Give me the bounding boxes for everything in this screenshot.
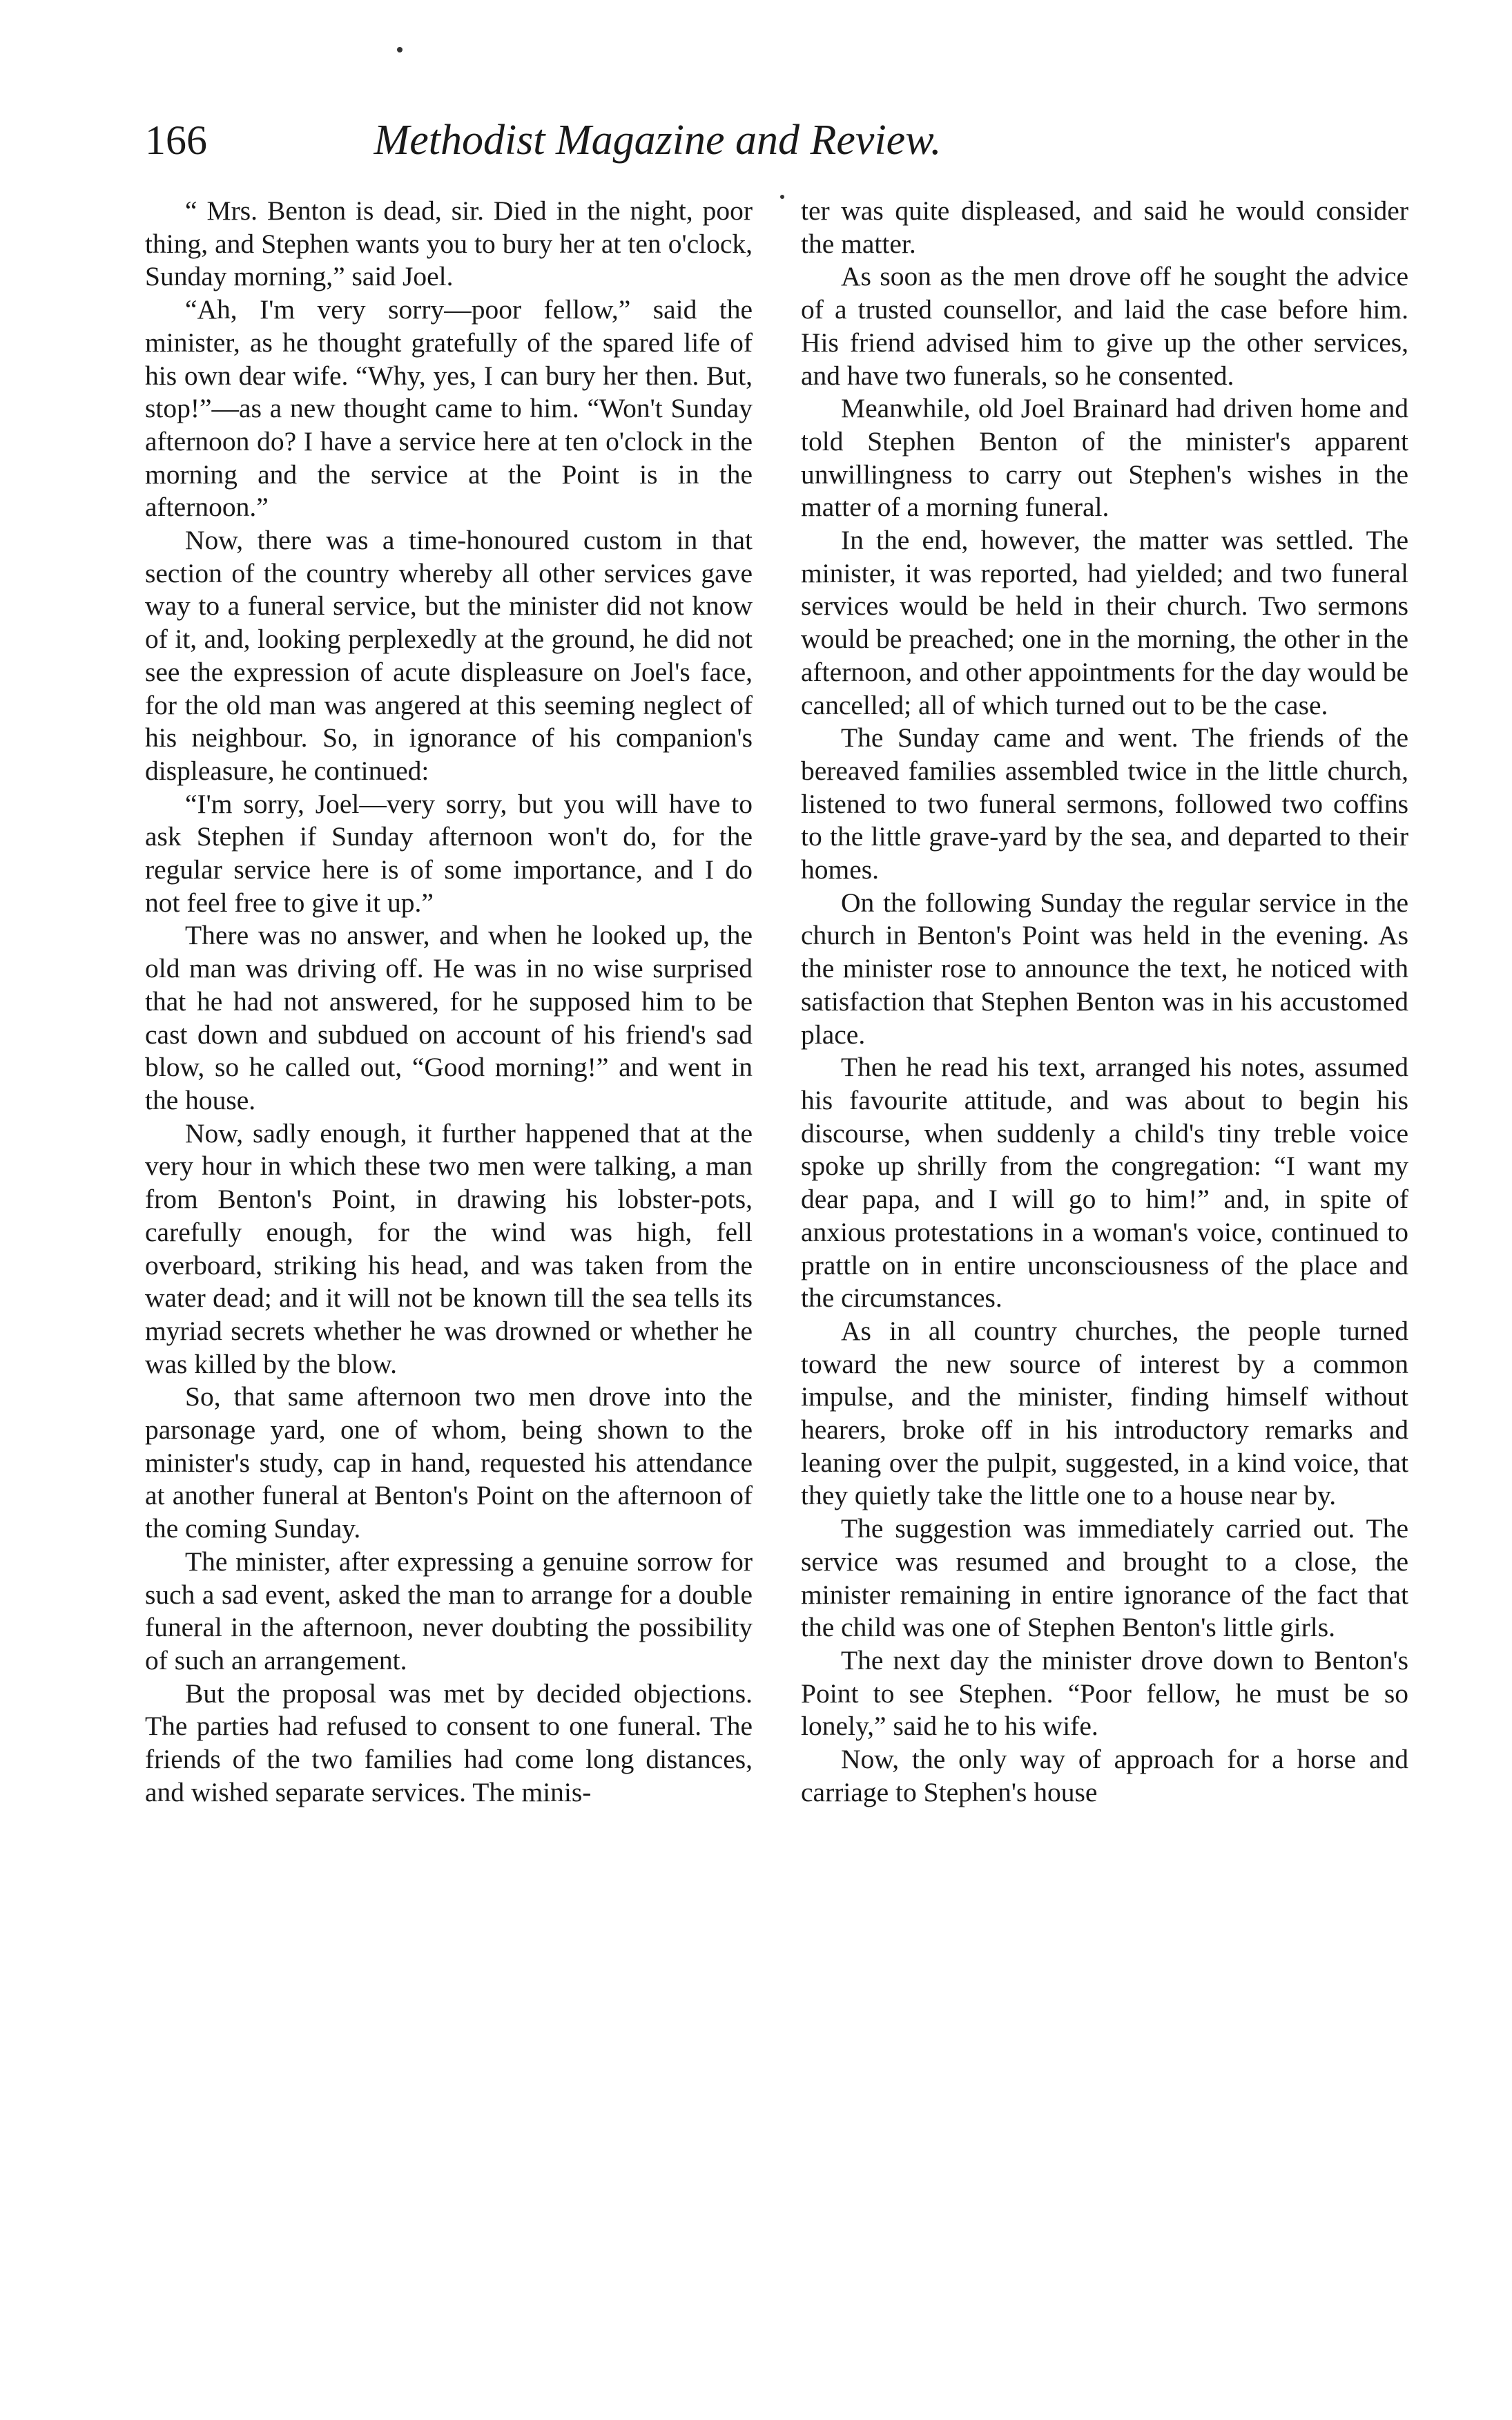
paragraph: Meanwhile, old Joel Brainard had driven home and told Stephen Benton of the minister's apparent unwillingness to carry out Stephen's wishes in the matter of a morning funeral. (801, 393, 1408, 523)
paragraph: The suggestion was immediately carried out. The service was resumed and brought to a close, the minister remaining in entire ignorance of the fact that the child was one of Stephen Benton's little girls. (801, 1513, 1408, 1643)
paragraph: The Sunday came and went. The friends of the bereaved families assembled twice in the little church, listened to two funeral sermons, followed two coffins to the little grave-yard by the sea, and departed to their homes. (801, 722, 1408, 885)
paragraph: The minister, after expressing a genuine sorrow for such a sad event, asked the man to arrange for a double funeral in the afternoon, never doubting the possibility of such an arrangement. (145, 1546, 753, 1675)
paragraph: As in all country churches, the people turned toward the new source of interest by a common impulse, and the minister, finding himself without hearers, broke off in his introductory remarks and leaning over the pulpit, suggested, in a kind voice, that they quietly take the little one to a house near by. (801, 1315, 1408, 1511)
running-title: Methodist Magazine and Review. (374, 117, 942, 164)
paragraph: Then he read his text, arranged his notes, assumed his favourite attitude, and was about to begin his discourse, when suddenly a child's tiny treble voice spoke up shrilly from the congregation: “I want my dear papa, and I will go to him!” and, in spite of anxious protestations in a woman's voice, continued to prattle on in entire unconsciousness of the place and the circumstances. (801, 1052, 1408, 1314)
paragraph: The next day the minister drove down to Benton's Point to see Stephen. “Poor fellow, he must be so lonely,” said he to his wife. (801, 1644, 1408, 1742)
paragraph: In the end, however, the matter was settled. The minister, it was reported, had yielded; and two funeral services would be held in their church. Two sermons would be preached; one in the morning, the other in the afternoon, and other appointments for the day would be cancelled; all of which turned out to be the case. (801, 525, 1408, 720)
page-number: 166 (145, 117, 207, 163)
page-header (145, 104, 1087, 180)
paragraph: But the proposal was met by decided objections. The parties had refused to consent to one funeral. The friends of the two families had come long distances, and wished separate services. The minis- (145, 1678, 753, 1807)
paragraph: Now, there was a time-honoured custom in that section of the country whereby all other services gave way to a funeral service, but the minister did not know of it, and, looking perplexedly at the ground, he did not see the expression of acute displeasure on Joel's face, for the old man was angered at this seeming neglect of his neighbour. So, in ignorance of his companion's displeasure, he continued: (145, 525, 753, 786)
paragraph: Now, sadly enough, it further happened that at the very hour in which these two men were talking, a man from Benton's Point, in drawing his lobster-pots, carefully enough, for the wind was high, fell overboard, striking his head, and was taken from the water dead; and it will not be known till the sea tells its myriad secrets whether he was drowned or whether he was killed by the blow. (145, 1117, 753, 1379)
paragraph: On the following Sunday the regular service in the church in Benton's Point was held in the evening. As the minister rose to announce the text, he noticed with satisfaction that Stephen Benton was in his accustomed place. (801, 887, 1408, 1050)
paragraph: Now, the only way of approach for a horse and carriage to Stephen's house (801, 1744, 1408, 1807)
paragraph: “I'm sorry, Joel—very sorry, but you will have to ask Stephen if Sunday afternoon won't do, for the regular service here is of some importance, and I do not feel free to give it up.” (145, 788, 753, 918)
paragraph: As soon as the men drove off he sought the advice of a trusted counsellor, and laid the case before him. His friend advised him to give up the other services, and have two funerals, so he consented. (801, 261, 1408, 391)
right-column (801, 195, 1408, 1809)
paragraph-continuation: ter was quite displeased, and said he would consider the matter. (801, 195, 1408, 259)
paragraph: There was no answer, and when he looked up, the old man was driving off. He was in no wise surprised that he had not answered, for he supposed him to be cast down and subdued on account of his friend's sad blow, so he called out, “Good morning!” and went in the house. (145, 920, 753, 1115)
paragraph: “ Mrs. Benton is dead, sir. Died in the night, poor thing, and Stephen wants you to bury her at ten o'clock, Sunday morning,” said Joel. (145, 195, 753, 292)
ink-speck (397, 47, 403, 52)
paragraph: So, that same afternoon two men drove into the parsonage yard, one of whom, being shown to the minister's study, cap in hand, requested his attendance at another funeral at Benton's Point on the afternoon of the coming Sunday. (145, 1381, 753, 1544)
left-column (145, 195, 753, 1809)
ink-speck (780, 195, 784, 199)
paragraph: “Ah, I'm very sorry—poor fellow,” said the minister, as he thought gratefully of the spared life of his own dear wife. “Why, yes, I can bury her then. But, stop!”—as a new thought came to him. “Won't Sunday afternoon do? I have a service here at ten o'clock in the morning and the service at the Point is in the afternoon.” (145, 294, 753, 523)
